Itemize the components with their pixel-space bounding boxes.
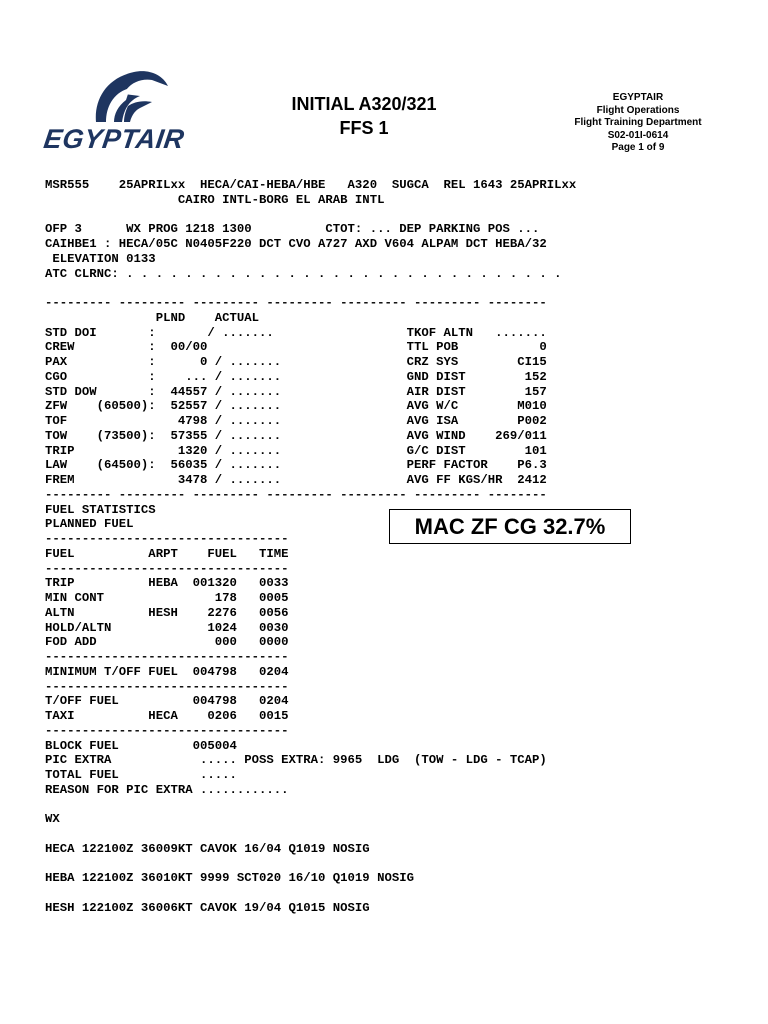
- title-line-2: FFS 1: [339, 118, 389, 138]
- ofp-line: FOD ADD 000 0000: [45, 635, 289, 650]
- ofp-line: STD DOI : / ....... TKOF ALTN .......: [45, 325, 547, 340]
- ofp-line: CAIHBE1 : HECA/05C N0405F220 DCT CVO A727 AXD V604 ALPAM DCT HEBA/32: [45, 237, 547, 251]
- ofp-line: LAW (64500): 56035 / ....... PERF FACTOR P6.3: [45, 458, 547, 473]
- flight-plan-text: [45, 178, 725, 916]
- ofp-line: HOLD/ALTN 1024 0030: [45, 620, 289, 635]
- ofp-line: T/OFF FUEL 004798 0204: [45, 694, 289, 709]
- ofp-line: HEBA 122100Z 36010KT 9999 SCT020 16/10 Q1019 NOSIG: [45, 871, 414, 886]
- ofp-line: PLANNED FUEL: [45, 517, 134, 532]
- falcon-head-icon: [44, 66, 210, 126]
- ofp-line: ZFW (60500): 52557 / ....... AVG W/C M010: [45, 399, 547, 414]
- title-line-1: INITIAL A320/321: [291, 94, 437, 114]
- ofp-line: ---------------------------------: [45, 723, 289, 738]
- ofp-line: TOF 4798 / ....... AVG ISA P002: [45, 414, 547, 428]
- ofp-line: ---------------------------------: [45, 650, 289, 664]
- ofp-line: ---------------------------------: [45, 679, 289, 694]
- ofp-line: [45, 886, 725, 901]
- ofp-line: FUEL ARPT FUEL TIME: [45, 546, 289, 561]
- ofp-line: TOTAL FUEL .....: [45, 768, 237, 782]
- ofp-line: OFP 3 WX PROG 1218 1300 CTOT: ... DEP PARKING POS ...: [45, 222, 540, 237]
- org-department-1: Flight Operations: [596, 104, 680, 116]
- ofp-line: PAX : 0 / ....... CRZ SYS CI15: [45, 355, 547, 369]
- ofp-line: --------- --------- --------- --------- --------- --------- --------: [45, 487, 547, 502]
- header-info-block: [558, 92, 718, 155]
- mac-zf-cg-box: MAC ZF CG 32.7%: [389, 509, 631, 544]
- ofp-line: MINIMUM T/OFF FUEL 004798 0204: [45, 664, 289, 679]
- ofp-line: MIN CONT 178 0005: [45, 591, 289, 605]
- ofp-line: FREM 3478 / ....... AVG FF KGS/HR 2412: [45, 473, 547, 487]
- ofp-line: CREW : 00/00 TTL POB 0: [45, 340, 547, 355]
- ofp-line: [45, 827, 725, 842]
- ofp-line: PLND ACTUAL: [45, 310, 260, 325]
- org-name: EGYPTAIR: [612, 92, 664, 103]
- org-department-2: Flight Training Department: [574, 117, 702, 128]
- ofp-line: [45, 208, 725, 223]
- ofp-line: MSR555 25APRILxx HECA/CAI-HEBA/HBE A320 SUGCA REL 1643 25APRILxx: [45, 178, 577, 192]
- ofp-line: HESH 122100Z 36006KT CAVOK 19/04 Q1015 NOSIG: [45, 900, 370, 915]
- ofp-line: [45, 281, 725, 296]
- ofp-line: CGO : ... / ....... GND DIST 152: [45, 369, 547, 384]
- egyptair-logo: [41, 66, 210, 156]
- page-info: Page 1 of 9: [611, 142, 665, 153]
- ofp-line: ALTN HESH 2276 0056: [45, 605, 289, 620]
- ofp-line: TOW (73500): 57355 / ....... AVG WIND 269/011: [45, 428, 547, 443]
- ofp-line: TAXI HECA 0206 0015: [45, 709, 289, 723]
- ofp-line: FUEL STATISTICS: [45, 502, 156, 517]
- ofp-line: [45, 857, 725, 872]
- ofp-line: TRIP 1320 / ....... G/C DIST 101: [45, 443, 547, 458]
- document-code: S02-01I-0614: [607, 129, 669, 141]
- ofp-line: TRIP HEBA 001320 0033: [45, 576, 289, 591]
- ofp-line: WX: [45, 812, 60, 827]
- ofp-line: ---------------------------------: [45, 561, 289, 576]
- document-title: [254, 92, 474, 140]
- ofp-line: ELEVATION 0133: [45, 251, 156, 266]
- ofp-line: --------- --------- --------- --------- --------- --------- --------: [45, 296, 547, 310]
- ofp-line: STD DOW : 44557 / ....... AIR DIST 157: [45, 384, 547, 399]
- ofp-line: HECA 122100Z 36009KT CAVOK 16/04 Q1019 NOSIG: [45, 841, 370, 856]
- ofp-line: PIC EXTRA ..... POSS EXTRA: 9965 LDG (TOW - LDG - TCAP): [45, 753, 547, 768]
- ofp-line: REASON FOR PIC EXTRA ............: [45, 782, 289, 797]
- ofp-line: CAIRO INTL-BORG EL ARAB INTL: [45, 192, 385, 207]
- ofp-line: BLOCK FUEL 005004: [45, 738, 237, 753]
- ofp-line: ATC CLRNC: . . . . . . . . . . . . . . . . . . . . . . . . . . . . . .: [45, 266, 562, 281]
- ofp-line: ---------------------------------: [45, 532, 289, 546]
- ofp-line: [45, 798, 725, 813]
- logo-wordmark: EGYPTAIR: [41, 124, 187, 154]
